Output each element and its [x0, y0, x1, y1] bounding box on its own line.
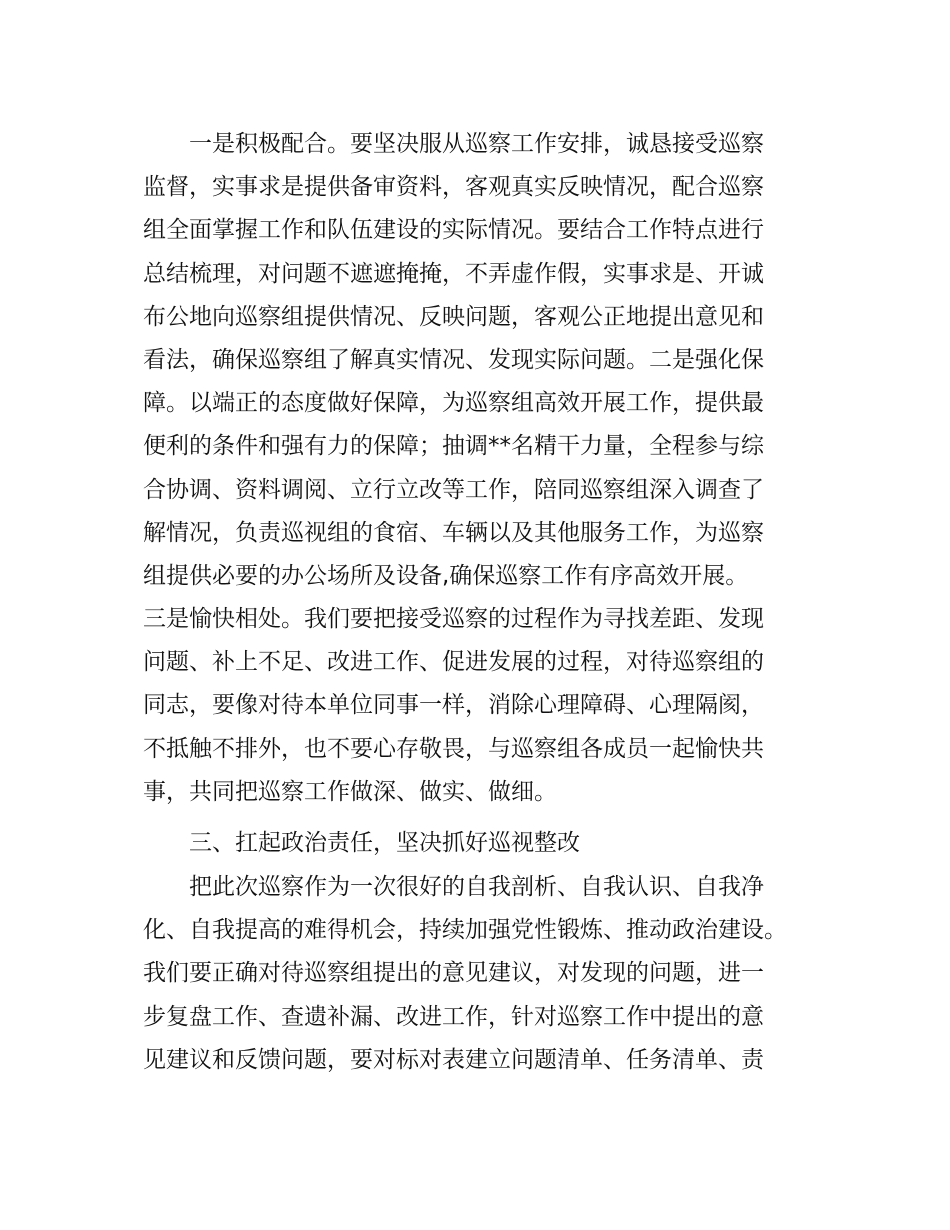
paragraph-line: 布公地向巡察组提供情况、反映问题，客观公正地提出意见和 — [143, 303, 764, 330]
paragraph-line: 不抵触不排外，也不要心存敬畏，与巡察组各成员一起愉快共 — [143, 735, 764, 762]
paragraph-line: 三是愉快相处。我们要把接受巡察的过程作为寻找差距、发现 — [143, 606, 764, 633]
paragraph-cooperation — [143, 123, 823, 814]
section-heading — [143, 822, 823, 865]
paragraph-line: 我们要正确对待巡察组提出的意见建议，对发现的问题，进一 — [143, 960, 764, 987]
paragraph-line: 步复盘工作、查遗补漏、改进工作，针对巡察工作中提出的意 — [143, 1003, 764, 1030]
paragraph-line: 组提供必要的办公场所及设备,确保巡察工作有序高效开展。 — [143, 562, 749, 589]
paragraph-line: 问题、补上不足、改进工作、促进发展的过程，对待巡察组的 — [143, 649, 764, 676]
paragraph-line: 监督，实事求是提供备审资料，客观真实反映情况，配合巡察 — [143, 174, 764, 201]
paragraph-rectification — [143, 866, 823, 1082]
paragraph-line: 便利的条件和强有力的保障；抽调**名精干力量，全程参与综 — [143, 433, 764, 460]
paragraph-line: 一是积极配合。要坚决服从巡察工作安排，诚恳接受巡察 — [143, 131, 764, 157]
section-heading-text: 三、扛起政治责任，坚决抓好巡视整改 — [143, 830, 580, 856]
paragraph-line: 总结梳理，对问题不遮遮掩掩，不弄虚作假，实事求是、开诚 — [143, 260, 764, 287]
paragraph-line: 解情况，负责巡视组的食宿、车辆以及其他服务工作，为巡察 — [143, 519, 764, 546]
paragraph-line: 同志，要像对待本单位同事一样，消除心理障碍、心理隔阂， — [143, 692, 764, 719]
paragraph-line: 化、自我提高的难得机会，持续加强党性锻炼、推动政治建设。 — [143, 917, 787, 944]
paragraph-line: 障。以端正的态度做好保障，为巡察组高效开展工作，提供最 — [143, 390, 764, 417]
paragraph-line: 组全面掌握工作和队伍建设的实际情况。要结合工作特点进行 — [143, 217, 764, 244]
paragraph-line: 见建议和反馈问题，要对标对表建立问题清单、任务清单、责 — [143, 1046, 764, 1073]
paragraph-line: 看法，确保巡察组了解真实情况、发现实际问题。二是强化保 — [143, 346, 764, 373]
paragraph-line: 把此次巡察作为一次很好的自我剖析、自我认识、自我净 — [143, 874, 764, 900]
paragraph-line: 合协调、资料调阅、立行立改等工作，陪同巡察组深入调查了 — [143, 476, 764, 503]
paragraph-line: 事，共同把巡察工作做深、做实、做细。 — [143, 778, 557, 805]
